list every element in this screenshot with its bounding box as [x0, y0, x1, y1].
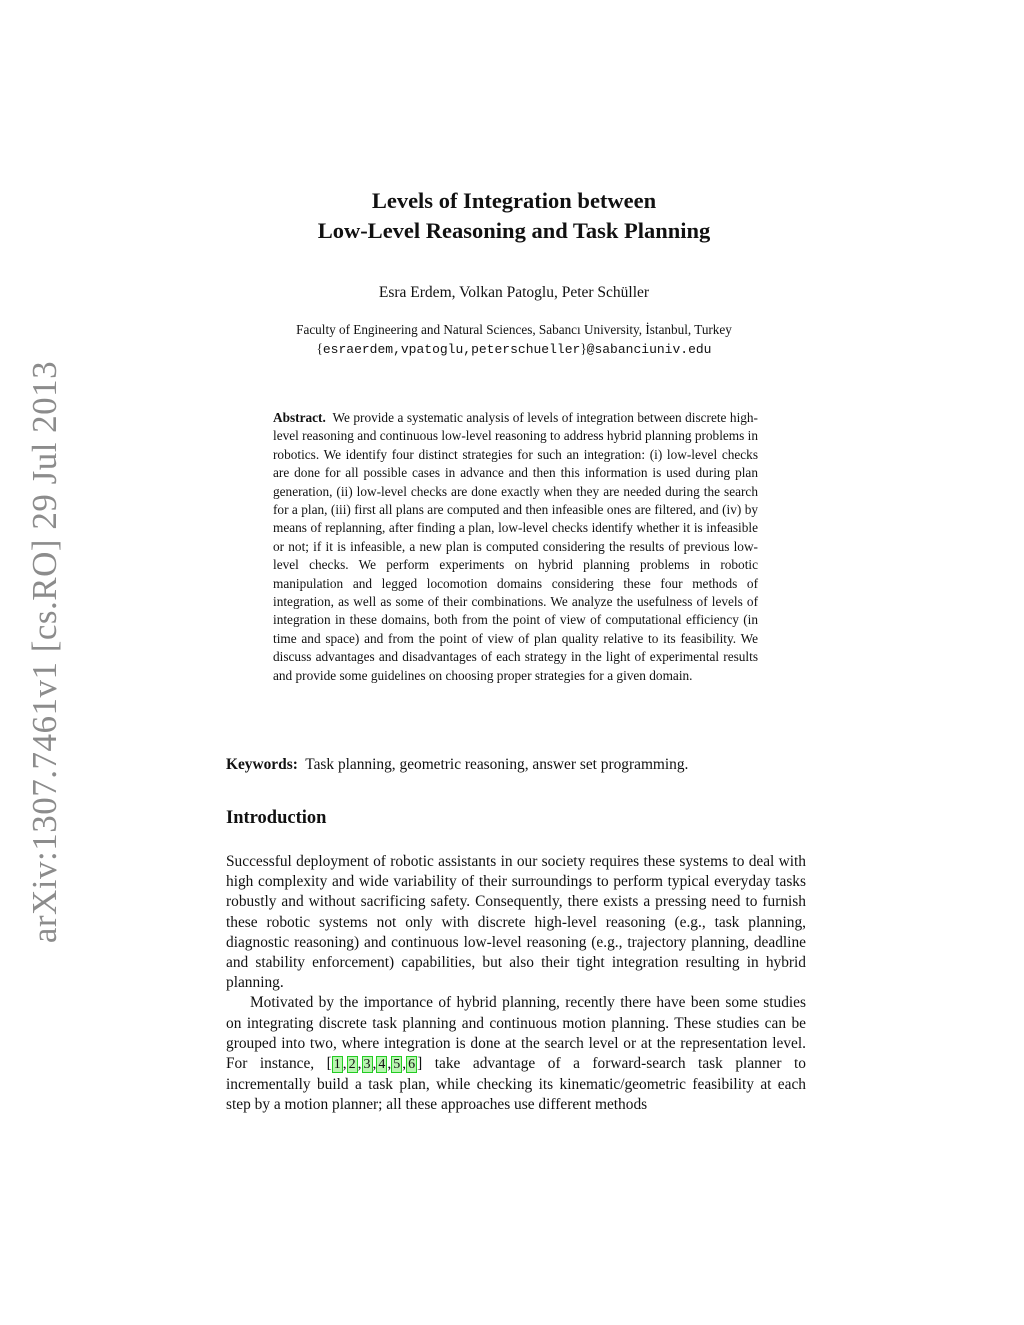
section-heading-introduction: Introduction	[226, 808, 327, 828]
arxiv-identifier-text: arXiv:1307.7461v1 [cs.RO] 29 Jul 2013	[25, 360, 65, 944]
paragraph-2	[226, 993, 806, 1115]
paragraph-2-text-after: ] take advantage of a forward-search task planner to incrementally build a task plan, while checking its kinematic/geometric feasibility at each step by a motion planner; all these approaches use different methods	[226, 1055, 806, 1114]
affiliation-block	[200, 320, 828, 359]
affiliation: Faculty of Engineering and Natural Sciences, Sabancı University, İstanbul, Turkey	[296, 322, 732, 337]
citation-link-3[interactable]: 3	[363, 1057, 371, 1073]
arxiv-identifier-stamp	[16, 360, 74, 944]
email-brace-close: }	[580, 341, 587, 356]
keywords-text: Task planning, geometric reasoning, answer set programming.	[305, 756, 689, 773]
citation-separator: ,	[342, 1055, 347, 1073]
email-names: esraerdem,vpatoglu,peterschueller	[322, 342, 581, 357]
citation-separator: ,	[387, 1055, 392, 1073]
citation-separator: ,	[402, 1055, 407, 1073]
email-brace-open: {	[316, 341, 323, 356]
title-line-1: Levels of Integration between	[371, 188, 657, 213]
abstract-text: We provide a systematic analysis of levels of integration between discrete high-level reasoning and continuous low-level reasoning to address hybrid planning problems in robotics. We identify four distinct strategies for such an integration: (i) low-level checks are done for all possible cases in advance and then this information is used during plan generation, (ii) low-level checks are done exactly when they are needed during the search for a plan, (iii) first all plans are computed and then infeasible ones are filtered, and (iv) by means of replanning, after finding a plan, low-level checks identify whether it is infeasible or not; if it is infeasible, a new plan is computed considering the results of previous low-level checks. We perform experiments on hybrid planning problems in robotic manipulation and legged locomotion domains considering these four methods of integration, as well as some of their combinations. We analyze the usefulness of levels of integration in these domains, both from the point of view of computational efficiency (in time and space) and from the point of view of plan quality relative to its feasibility. We discuss advantages and disadvantages of each strategy in the light of experimental results and provide some guidelines on choosing proper strategies for a given domain.	[273, 410, 758, 683]
introduction-body	[226, 852, 806, 1116]
keywords-label: Keywords:	[226, 756, 298, 773]
citation-link-5[interactable]: 5	[393, 1057, 401, 1073]
author-list: Esra Erdem, Volkan Patoglu, Peter Schüller	[378, 284, 650, 301]
citation-separator: ,	[372, 1055, 377, 1073]
author-emails	[200, 339, 828, 359]
paper-title	[200, 186, 828, 246]
keywords	[226, 756, 806, 774]
citation-link-1[interactable]: 1	[333, 1057, 341, 1073]
abstract	[273, 409, 758, 685]
citation-link-4[interactable]: 4	[378, 1057, 386, 1073]
title-line-2: Low-Level Reasoning and Task Planning	[317, 218, 711, 243]
paragraph-1: Successful deployment of robotic assistants in our society requires these systems to deal with high complexity and wide variability of their surroundings to perform typical everyday tasks robustly and without sacrificing safety. Consequently, there exists a pressing need to furnish these robotic systems not only with discrete high-level reasoning (e.g., task planning, diagnostic reasoning) and continuous low-level reasoning (e.g., trajectory planning, deadline and stability enforcement) capabilities, but also their tight integration resulting in hybrid planning.	[226, 853, 806, 992]
citation-link-6[interactable]: 6	[408, 1057, 416, 1073]
citation-link-2[interactable]: 2	[348, 1057, 356, 1073]
abstract-label: Abstract.	[273, 410, 326, 425]
email-domain: @sabanciuniv.edu	[586, 342, 712, 357]
citation-separator: ,	[357, 1055, 362, 1073]
paragraph-2-text-before: Motivated by the importance of hybrid planning, recently there have been some studies on integrating discrete task planning and continuous motion planning. These studies can be grouped into two, where integration is done at the search level or at the representation level. For instance, [	[226, 994, 806, 1073]
